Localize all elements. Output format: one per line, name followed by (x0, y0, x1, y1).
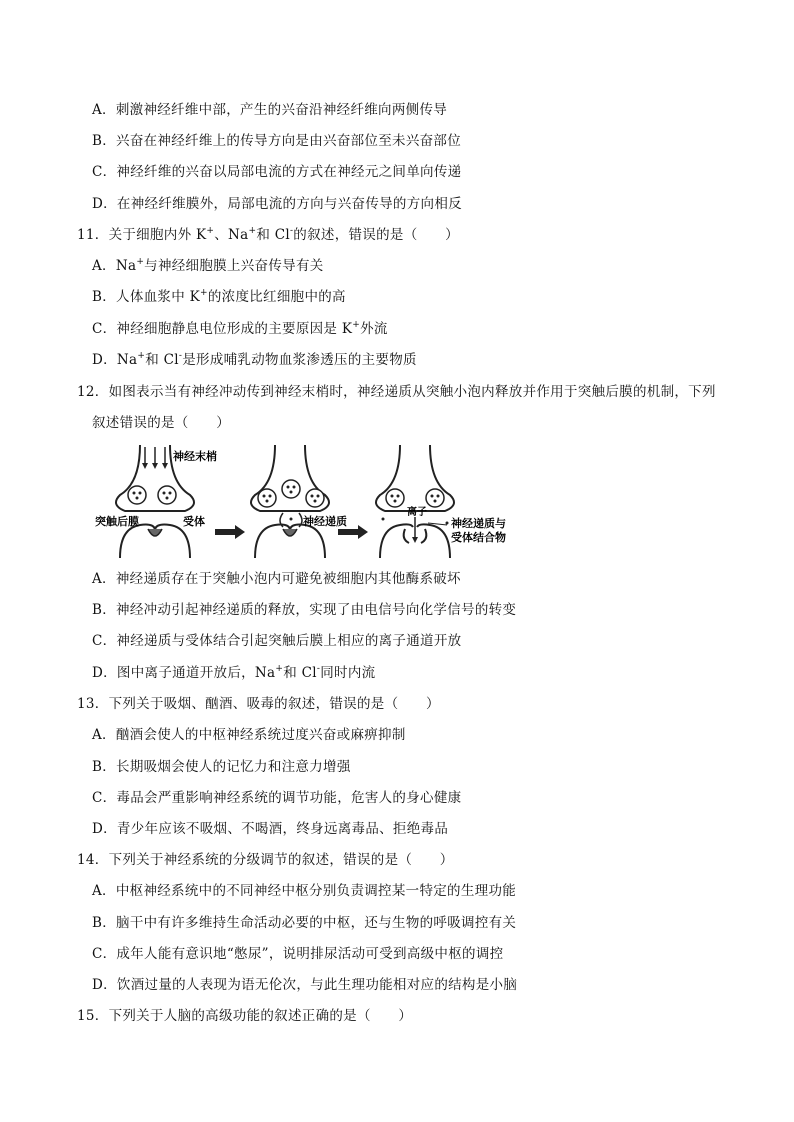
q11-stem: 11．关于细胞内外 K+、Na+和 Cl-的叙述，错误的是（ ） (77, 225, 459, 243)
arrow-right-icon (215, 525, 245, 539)
q11-option-c: C．神经细胞静息电位形成的主要原因是 K+外流 (92, 319, 388, 337)
q11-option-b: B．人体血浆中 K+的浓度比红细胞中的高 (92, 287, 346, 305)
q12-option-b: B．神经冲动引起神经递质的释放，实现了由电信号向化学信号的转变 (92, 602, 517, 618)
q15-stem: 15．下列关于人脑的高级功能的叙述正确的是（ ） (77, 1008, 413, 1024)
synapse-figure (95, 443, 525, 558)
q14-stem: 14．下列关于神经系统的分级调节的叙述，错误的是（ ） (77, 852, 454, 868)
synapse-panel-1 (95, 445, 217, 558)
q13-option-a: A．酗酒会使人的中枢神经系统过度兴奋或麻痹抑制 (92, 727, 406, 743)
q12-option-d: D．图中离子通道开放后，Na+和 Cl-同时内流 (92, 663, 376, 681)
q13-option-b: B．长期吸烟会使人的记忆力和注意力增强 (92, 759, 351, 775)
q12-option-a: A．神经递质存在于突触小泡内可避免被细胞内其他酶系破坏 (92, 571, 461, 587)
q11-option-a: A．Na+与神经细胞膜上兴奋传导有关 (92, 256, 324, 274)
q13-option-c: C．毒品会严重影响神经系统的调节功能，危害人的身心健康 (92, 790, 462, 806)
synapse-panel-2 (251, 445, 347, 558)
q13-option-d: D．青少年应该不吸烟、不喝酒，终身远离毒品、拒绝毒品 (92, 821, 449, 837)
label-nerve-terminal: 神经末梢 (173, 450, 217, 463)
q10-option-c: C．神经纤维的兴奋以局部电流的方式在神经元之间单向传递 (92, 164, 462, 180)
label-complex-line2: 受体结合物 (451, 531, 506, 544)
q10-option-d: D．在神经纤维膜外，局部电流的方向与兴奋传导的方向相反 (92, 196, 462, 212)
q14-option-c: C．成年人能有意识地“憋尿”，说明排尿活动可受到高级中枢的调控 (92, 946, 504, 962)
label-complex-line1: 神经递质与 (451, 517, 506, 530)
q14-option-b: B．脑干中有许多维持生命活动必要的中枢，还与生物的呼吸调控有关 (92, 915, 517, 931)
q14-option-a: A．中枢神经系统中的不同神经中枢分别负责调控某一特定的生理功能 (92, 883, 517, 899)
label-receptor: 受体 (183, 515, 205, 528)
label-ion: 离子 (407, 507, 427, 518)
q11-option-d: D．Na+和 Cl-是形成哺乳动物血浆渗透压的主要物质 (92, 350, 417, 368)
q14-option-d: D．饮酒过量的人表现为语无伦次，与此生理功能相对应的结构是小脑 (92, 977, 518, 993)
q12-stem-line1: 12．如图表示当有神经冲动传到神经末梢时，神经递质从突触小泡内释放并作用于突触后膜的机制，下列 (77, 384, 716, 400)
q10-option-a: A．刺激神经纤维中部，产生的兴奋沿神经纤维向两侧传导 (92, 102, 448, 118)
q10-option-b: B．兴奋在神经纤维上的传导方向是由兴奋部位至未兴奋部位 (92, 133, 462, 149)
q12-stem-line2: 叙述错误的是（ ） (92, 415, 230, 431)
q12-option-c: C．神经递质与受体结合引起突触后膜上相应的离子通道开放 (92, 633, 462, 649)
label-neurotransmitter: 神经递质 (303, 515, 347, 528)
label-postsynaptic-membrane: 突触后膜 (95, 515, 139, 528)
synapse-panel-3 (376, 445, 506, 558)
q13-stem: 13．下列关于吸烟、酗酒、吸毒的叙述，错误的是（ ） (77, 696, 440, 712)
